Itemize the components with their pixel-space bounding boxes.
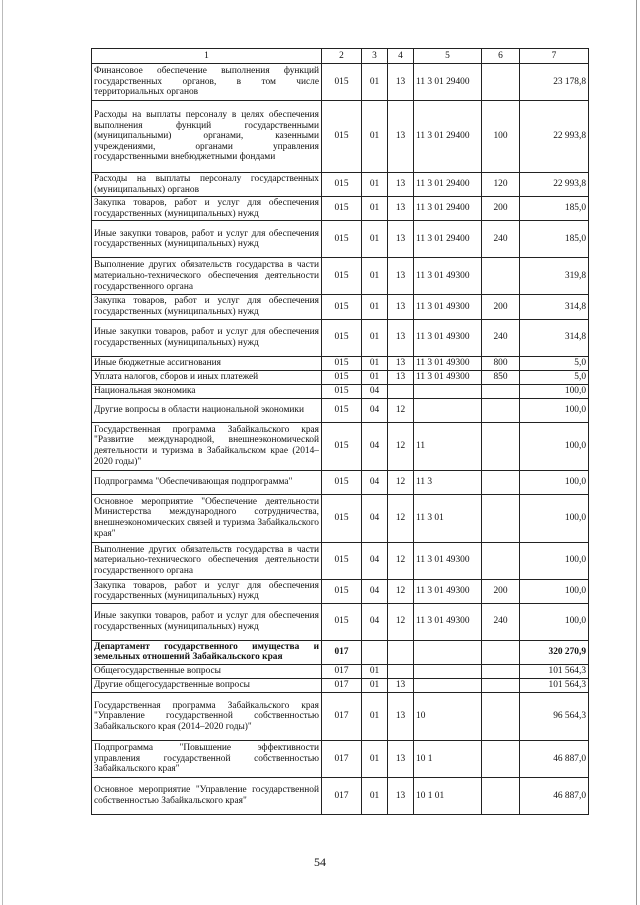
row-amount-cell: 100,0: [520, 579, 589, 603]
row-amount-cell: 100,0: [520, 603, 589, 640]
row-subsection-cell: 12: [388, 494, 414, 542]
row-code-cell: 015: [322, 579, 362, 603]
scan-edge-left: [2, 0, 3, 905]
row-subsection-cell: 13: [388, 101, 414, 173]
row-subsection-cell: 13: [388, 173, 414, 197]
scan-edge-right: [636, 0, 637, 905]
row-target-cell: 11: [414, 422, 482, 470]
row-section-cell: 04: [362, 603, 388, 640]
row-section-cell: 01: [362, 173, 388, 197]
row-code-cell: 015: [322, 64, 362, 101]
row-section-cell: 01: [362, 258, 388, 295]
row-section-cell: 01: [362, 101, 388, 173]
row-target-cell: 10 1: [414, 740, 482, 777]
row-subsection-cell: [388, 664, 414, 678]
row-subsection-cell: 13: [388, 678, 414, 692]
row-code-cell: 015: [322, 197, 362, 221]
row-expense-type-cell: 100: [482, 101, 520, 173]
row-name-cell: Иные закупки товаров, работ и услуг для обеспечения государственных (муниципальных) нужд: [92, 319, 322, 356]
row-amount-cell: 5,0: [520, 356, 589, 370]
row-amount-cell: 185,0: [520, 221, 589, 258]
table-row: [92, 197, 589, 221]
row-section-cell: 04: [362, 494, 388, 542]
table-header-row: [92, 49, 589, 64]
row-amount-cell: 46 887,0: [520, 740, 589, 777]
table-row: [92, 398, 589, 422]
row-expense-type-cell: 240: [482, 603, 520, 640]
row-subsection-cell: 13: [388, 295, 414, 319]
row-target-cell: 11 3 01 49300: [414, 579, 482, 603]
row-amount-cell: 101 564,3: [520, 664, 589, 678]
row-expense-type-cell: [482, 678, 520, 692]
row-name-cell: Уплата налогов, сборов и иных платежей: [92, 370, 322, 384]
header-cell: 1: [92, 49, 322, 64]
row-section-cell: 01: [362, 692, 388, 740]
row-expense-type-cell: [482, 664, 520, 678]
row-section-cell: 04: [362, 579, 388, 603]
row-name-cell: Расходы на выплаты персоналу в целях обеспечения выполнения функций государственными (муниципальными) органами, казенными учреждениями, органами управления государственными внебюджетными фондами: [92, 101, 322, 173]
row-code-cell: 015: [322, 470, 362, 494]
row-expense-type-cell: 800: [482, 356, 520, 370]
row-target-cell: 10: [414, 692, 482, 740]
row-code-cell: 015: [322, 384, 362, 398]
budget-table: [91, 48, 589, 815]
row-name-cell: Иные закупки товаров, работ и услуг для обеспечения государственных (муниципальных) нужд: [92, 221, 322, 258]
row-subsection-cell: 13: [388, 777, 414, 814]
row-expense-type-cell: [482, 740, 520, 777]
row-amount-cell: 314,8: [520, 295, 589, 319]
table-row: [92, 542, 589, 579]
row-target-cell: 10 1 01: [414, 777, 482, 814]
row-target-cell: 11 3 01: [414, 494, 482, 542]
table-row: [92, 295, 589, 319]
row-name-cell: Подпрограмма "Повышение эффективности управления государственной собственностью Забайкальского края": [92, 740, 322, 777]
row-name-cell: Другие вопросы в области национальной экономики: [92, 398, 322, 422]
row-name-cell: Расходы на выплаты персоналу государственных (муниципальных) органов: [92, 173, 322, 197]
row-expense-type-cell: [482, 470, 520, 494]
row-subsection-cell: 12: [388, 422, 414, 470]
row-name-cell: Департамент государственного имущества и земельных отношений Забайкальского края: [92, 640, 322, 664]
row-code-cell: 015: [322, 101, 362, 173]
row-amount-cell: 46 887,0: [520, 777, 589, 814]
row-name-cell: Выполнение других обязательств государства в части материально-технического обеспечения деятельности государственного органа: [92, 542, 322, 579]
row-subsection-cell: 12: [388, 398, 414, 422]
row-target-cell: [414, 384, 482, 398]
row-expense-type-cell: [482, 777, 520, 814]
table-row: [92, 258, 589, 295]
row-subsection-cell: 12: [388, 579, 414, 603]
row-section-cell: 01: [362, 664, 388, 678]
row-target-cell: 11 3 01 29400: [414, 64, 482, 101]
row-target-cell: [414, 640, 482, 664]
header-cell: 5: [414, 49, 482, 64]
row-subsection-cell: [388, 640, 414, 664]
row-target-cell: 11 3 01 49300: [414, 603, 482, 640]
row-target-cell: 11 3 01 49300: [414, 370, 482, 384]
table-row: [92, 422, 589, 470]
row-name-cell: Другие общегосударственные вопросы: [92, 678, 322, 692]
row-expense-type-cell: [482, 542, 520, 579]
row-name-cell: Иные закупки товаров, работ и услуг для обеспечения государственных (муниципальных) нужд: [92, 603, 322, 640]
table-row: [92, 777, 589, 814]
row-code-cell: 015: [322, 173, 362, 197]
table-row: [92, 470, 589, 494]
row-expense-type-cell: 200: [482, 197, 520, 221]
row-section-cell: 04: [362, 422, 388, 470]
row-expense-type-cell: 240: [482, 221, 520, 258]
row-section-cell: [362, 640, 388, 664]
header-cell: 3: [362, 49, 388, 64]
row-subsection-cell: 13: [388, 319, 414, 356]
row-section-cell: 01: [362, 221, 388, 258]
row-expense-type-cell: [482, 258, 520, 295]
row-name-cell: Выполнение других обязательств государства в части материально-технического обеспечения деятельности государственного органа: [92, 258, 322, 295]
row-code-cell: 017: [322, 740, 362, 777]
row-section-cell: 04: [362, 542, 388, 579]
table-row: [92, 173, 589, 197]
table-row: [92, 370, 589, 384]
row-expense-type-cell: [482, 64, 520, 101]
row-name-cell: Государственная программа Забайкальского края "Развитие международной, внешнеэкономической деятельности и туризма в Забайкальском крае (2014–2020 годы)": [92, 422, 322, 470]
row-expense-type-cell: [482, 398, 520, 422]
row-section-cell: 04: [362, 470, 388, 494]
row-name-cell: Закупка товаров, работ и услуг для обеспечения государственных (муниципальных) нужд: [92, 295, 322, 319]
row-amount-cell: 185,0: [520, 197, 589, 221]
row-subsection-cell: 12: [388, 542, 414, 579]
row-name-cell: Закупка товаров, работ и услуг для обеспечения государственных (муниципальных) нужд: [92, 579, 322, 603]
row-amount-cell: 5,0: [520, 370, 589, 384]
row-amount-cell: 22 993,8: [520, 173, 589, 197]
row-name-cell: Подпрограмма "Обеспечивающая подпрограмма": [92, 470, 322, 494]
row-target-cell: 11 3 01 29400: [414, 173, 482, 197]
table-row: [92, 740, 589, 777]
row-section-cell: 04: [362, 384, 388, 398]
row-subsection-cell: 12: [388, 603, 414, 640]
table-row: [92, 678, 589, 692]
row-amount-cell: 319,8: [520, 258, 589, 295]
row-expense-type-cell: [482, 494, 520, 542]
row-target-cell: 11 3 01 29400: [414, 197, 482, 221]
row-subsection-cell: [388, 384, 414, 398]
row-expense-type-cell: 240: [482, 319, 520, 356]
row-amount-cell: 23 178,8: [520, 64, 589, 101]
row-section-cell: 01: [362, 777, 388, 814]
header-cell: 7: [520, 49, 589, 64]
header-cell: 4: [388, 49, 414, 64]
row-expense-type-cell: 850: [482, 370, 520, 384]
table-row: [92, 640, 589, 664]
row-expense-type-cell: [482, 384, 520, 398]
row-subsection-cell: 13: [388, 64, 414, 101]
row-section-cell: 01: [362, 319, 388, 356]
header-cell: 2: [322, 49, 362, 64]
row-expense-type-cell: [482, 640, 520, 664]
row-subsection-cell: 13: [388, 197, 414, 221]
row-amount-cell: 100,0: [520, 422, 589, 470]
row-expense-type-cell: [482, 422, 520, 470]
row-section-cell: 01: [362, 740, 388, 777]
row-expense-type-cell: 120: [482, 173, 520, 197]
row-code-cell: 015: [322, 398, 362, 422]
row-code-cell: 015: [322, 370, 362, 384]
row-name-cell: Закупка товаров, работ и услуг для обеспечения государственных (муниципальных) нужд: [92, 197, 322, 221]
row-name-cell: Общегосударственные вопросы: [92, 664, 322, 678]
row-target-cell: 11 3 01 29400: [414, 101, 482, 173]
table-body: [92, 49, 589, 815]
row-subsection-cell: 13: [388, 356, 414, 370]
row-name-cell: Национальная экономика: [92, 384, 322, 398]
row-name-cell: Основное мероприятие "Обеспечение деятельности Министерства международного сотрудничества, внешнеэкономических связей и туризма Забайкальского края": [92, 494, 322, 542]
table-row: [92, 692, 589, 740]
row-amount-cell: 96 564,3: [520, 692, 589, 740]
row-section-cell: 01: [362, 356, 388, 370]
row-section-cell: 01: [362, 295, 388, 319]
row-amount-cell: 101 564,3: [520, 678, 589, 692]
row-amount-cell: 320 270,9: [520, 640, 589, 664]
row-target-cell: [414, 664, 482, 678]
row-name-cell: Финансовое обеспечение выполнения функций государственных органов, в том числе территориальных органов: [92, 64, 322, 101]
row-name-cell: Основное мероприятие "Управление государственной собственностью Забайкальского края": [92, 777, 322, 814]
row-section-cell: 01: [362, 678, 388, 692]
table-row: [92, 356, 589, 370]
row-expense-type-cell: 200: [482, 579, 520, 603]
row-subsection-cell: 12: [388, 470, 414, 494]
row-target-cell: 11 3 01 49300: [414, 295, 482, 319]
row-code-cell: 015: [322, 356, 362, 370]
header-cell: 6: [482, 49, 520, 64]
table-row: [92, 664, 589, 678]
table-row: [92, 221, 589, 258]
table-row: [92, 603, 589, 640]
row-code-cell: 015: [322, 295, 362, 319]
row-subsection-cell: 13: [388, 221, 414, 258]
row-subsection-cell: 13: [388, 740, 414, 777]
row-amount-cell: 314,8: [520, 319, 589, 356]
row-section-cell: 04: [362, 398, 388, 422]
row-code-cell: 017: [322, 777, 362, 814]
row-target-cell: 11 3 01 29400: [414, 221, 482, 258]
row-subsection-cell: 13: [388, 258, 414, 295]
row-target-cell: 11 3 01 49300: [414, 542, 482, 579]
row-code-cell: 015: [322, 494, 362, 542]
row-code-cell: 017: [322, 664, 362, 678]
row-target-cell: 11 3 01 49300: [414, 356, 482, 370]
row-target-cell: 11 3 01 49300: [414, 319, 482, 356]
row-code-cell: 015: [322, 258, 362, 295]
row-code-cell: 015: [322, 542, 362, 579]
table-row: [92, 579, 589, 603]
table-row: [92, 101, 589, 173]
row-code-cell: 017: [322, 678, 362, 692]
row-code-cell: 017: [322, 640, 362, 664]
row-code-cell: 015: [322, 603, 362, 640]
row-target-cell: 11 3 01 49300: [414, 258, 482, 295]
row-amount-cell: 100,0: [520, 470, 589, 494]
row-section-cell: 01: [362, 370, 388, 384]
row-amount-cell: 22 993,8: [520, 101, 589, 173]
row-section-cell: 01: [362, 197, 388, 221]
row-code-cell: 015: [322, 221, 362, 258]
row-target-cell: [414, 398, 482, 422]
row-amount-cell: 100,0: [520, 494, 589, 542]
table-row: [92, 319, 589, 356]
row-code-cell: 017: [322, 692, 362, 740]
table-row: [92, 384, 589, 398]
row-amount-cell: 100,0: [520, 542, 589, 579]
row-amount-cell: 100,0: [520, 384, 589, 398]
row-amount-cell: 100,0: [520, 398, 589, 422]
page-number: 54: [314, 855, 326, 869]
row-subsection-cell: 13: [388, 370, 414, 384]
table-row: [92, 64, 589, 101]
row-expense-type-cell: [482, 692, 520, 740]
table-row: [92, 494, 589, 542]
row-name-cell: Государственная программа Забайкальского края "Управление государственной собственностью Забайкальского края (2014–2020 годы)": [92, 692, 322, 740]
row-code-cell: 015: [322, 319, 362, 356]
row-name-cell: Иные бюджетные ассигнования: [92, 356, 322, 370]
row-expense-type-cell: 200: [482, 295, 520, 319]
row-subsection-cell: 13: [388, 692, 414, 740]
row-section-cell: 01: [362, 64, 388, 101]
row-target-cell: [414, 678, 482, 692]
row-target-cell: 11 3: [414, 470, 482, 494]
row-code-cell: 015: [322, 422, 362, 470]
